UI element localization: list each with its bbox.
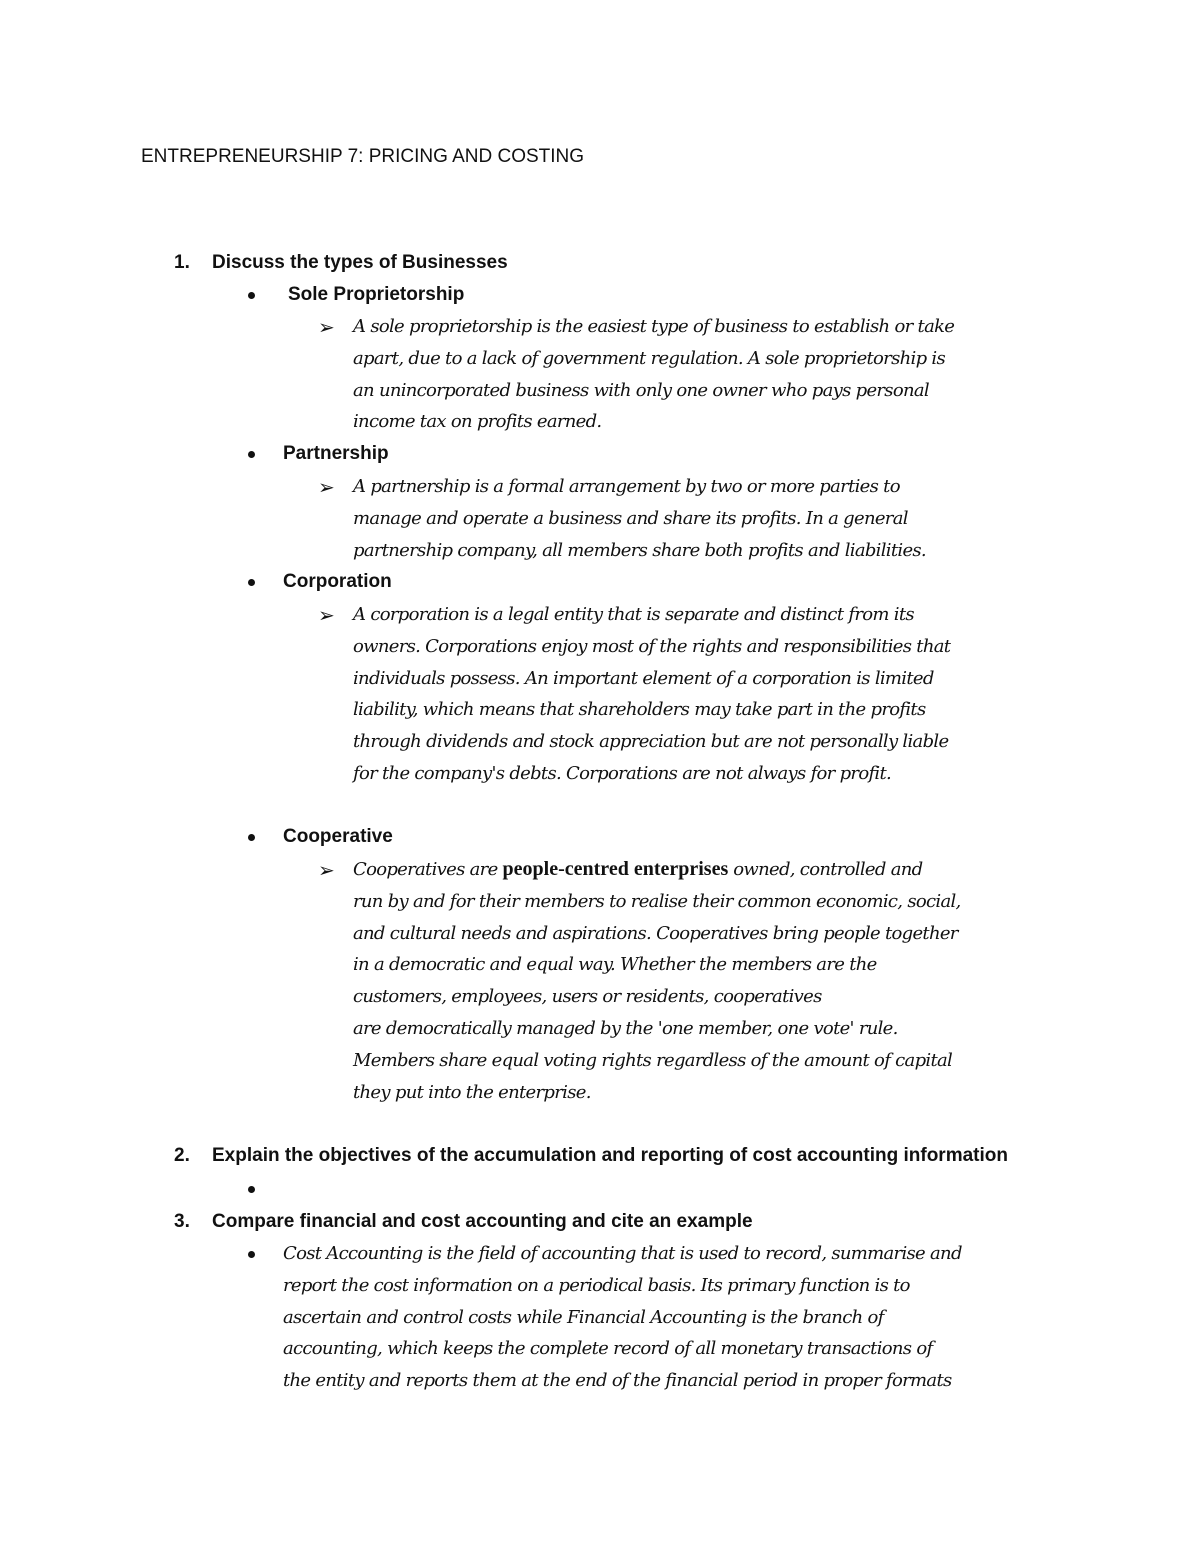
paragraph-line: for the company's debts. Corporations are not always for profit. bbox=[353, 762, 892, 784]
question-number: 1. bbox=[174, 252, 190, 273]
paragraph-line: A sole proprietorship is the easiest type of business to establish or take bbox=[353, 316, 955, 337]
paragraph-line: Members share equal voting rights regardless of the amount of capital bbox=[353, 1049, 953, 1071]
bullet-icon bbox=[248, 1251, 255, 1258]
paragraph-line: the entity and reports them at the end of the financial period in proper formats bbox=[283, 1370, 952, 1392]
paragraph-line: and cultural needs and aspirations. Cooperatives bring people together bbox=[353, 922, 958, 944]
paragraph-line: report the cost information on a periodical basis. Its primary function is to bbox=[283, 1274, 910, 1296]
paragraph-line: income tax on profits earned. bbox=[353, 411, 602, 433]
paragraph-line: an unincorporated business with only one owner who pays personal bbox=[353, 379, 929, 401]
paragraph-line: apart, due to a lack of government regulation. A sole proprietorship is bbox=[353, 347, 946, 369]
paragraph-line: run by and for their members to realise their common economic, social, bbox=[353, 890, 961, 912]
paragraph-line: customers, employees, users or residents, cooperatives bbox=[353, 986, 822, 1008]
text-run: Cooperatives are bbox=[353, 859, 503, 880]
arrow-bullet-icon: ➢ bbox=[318, 315, 335, 339]
arrow-bullet-icon: ➢ bbox=[318, 603, 335, 627]
item-heading-cooperative: Cooperative bbox=[283, 826, 393, 847]
paragraph-cost-vs-financial bbox=[283, 1238, 1063, 1397]
paragraph-sole-proprietorship bbox=[353, 311, 1053, 438]
paragraph-line: in a democratic and equal way. Whether the members are the bbox=[353, 954, 877, 976]
paragraph-line: ascertain and control costs while Financial Accounting is the branch of bbox=[283, 1306, 884, 1328]
item-heading-partnership: Partnership bbox=[283, 443, 389, 464]
paragraph-corporation bbox=[353, 599, 1053, 790]
paragraph-line: owners. Corporations enjoy most of the rights and responsibilities that bbox=[353, 635, 951, 657]
item-heading-sole-proprietorship: Sole Proprietorship bbox=[288, 284, 465, 305]
paragraph-partnership bbox=[353, 471, 1053, 566]
paragraph-line: they put into the enterprise. bbox=[353, 1081, 591, 1103]
paragraph-line: manage and operate a business and share its profits. In a general bbox=[353, 507, 908, 529]
arrow-bullet-icon: ➢ bbox=[318, 475, 335, 499]
question-number: 2. bbox=[174, 1145, 190, 1166]
question-text: Explain the objectives of the accumulation and reporting of cost accounting information bbox=[212, 1145, 1008, 1166]
bullet-icon bbox=[248, 834, 255, 841]
bullet-icon bbox=[248, 292, 255, 299]
paragraph-line: A partnership is a formal arrangement by two or more parties to bbox=[353, 476, 900, 497]
paragraph-line: accounting, which keeps the complete record of all monetary transactions of bbox=[283, 1338, 933, 1360]
paragraph-line bbox=[353, 854, 1053, 886]
paragraph-cooperative bbox=[353, 854, 1053, 1108]
item-heading-corporation: Corporation bbox=[283, 571, 392, 592]
question-text: Discuss the types of Businesses bbox=[212, 252, 508, 273]
question-number: 3. bbox=[174, 1211, 190, 1232]
arrow-bullet-icon: ➢ bbox=[318, 858, 335, 882]
bullet-icon bbox=[248, 451, 255, 458]
paragraph-line: A corporation is a legal entity that is separate and distinct from its bbox=[353, 604, 914, 625]
bullet-icon bbox=[248, 579, 255, 586]
bullet-icon bbox=[248, 1186, 255, 1193]
emphasis-text: people-centred enterprises bbox=[502, 858, 729, 880]
paragraph-line: individuals possess. An important element of a corporation is limited bbox=[353, 667, 934, 689]
paragraph-line: liability, which means that shareholders may take part in the profits bbox=[353, 699, 926, 721]
paragraph-line: Cost Accounting is the field of accounting that is used to record, summarise and bbox=[283, 1243, 962, 1264]
paragraph-line: are democratically managed by the 'one member, one vote' rule. bbox=[353, 1017, 898, 1039]
paragraph-line: partnership company, all members share both profits and liabilities. bbox=[353, 539, 926, 561]
question-text: Compare financial and cost accounting and cite an example bbox=[212, 1211, 753, 1232]
text-run: owned, controlled and bbox=[728, 859, 923, 880]
document-title: ENTREPRENEURSHIP 7: PRICING AND COSTING bbox=[141, 146, 585, 167]
paragraph-line: through dividends and stock appreciation but are not personally liable bbox=[353, 731, 949, 753]
